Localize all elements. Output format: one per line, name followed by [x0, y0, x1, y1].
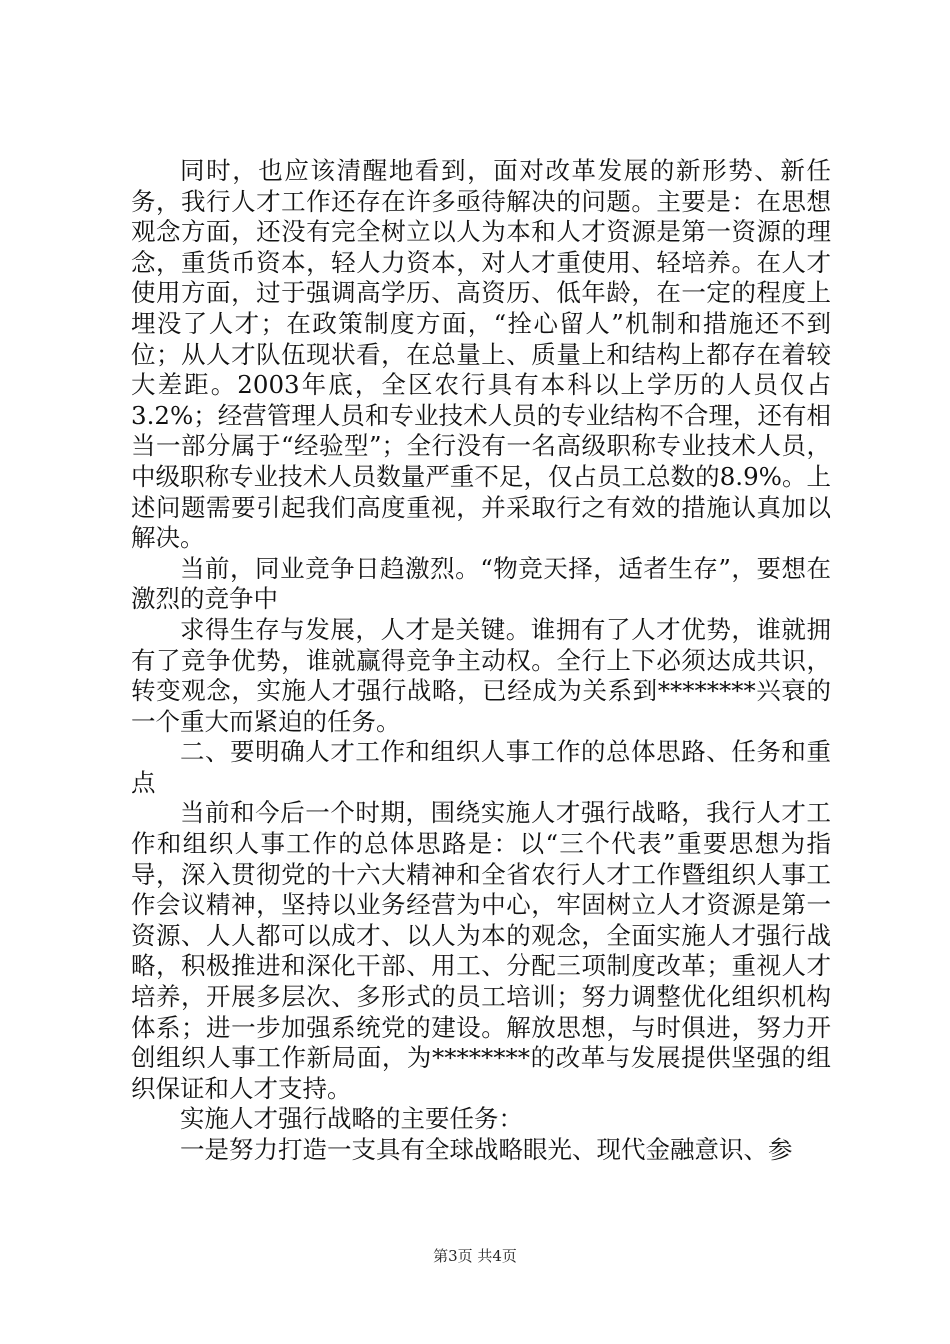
- paragraph-main-tasks: 实施人才强行战略的主要任务：: [180, 1104, 523, 1134]
- page-footer: 第3页 共4页: [433, 1247, 517, 1265]
- paragraph-overall-approach: 当前和今后一个时期，围绕实施人才强行战略，我行人才工作和组织人事工作的总体思路是：以“三个代表”重要思想为指导，深入贯彻党的十六大精神和全省农行人才工作暨组织人事工作会议精神，坚持以业务经营为中心，牢固树立人才资源是第一资源、人人都可以成才、以人为本的观念，全面实施人才强行战略，积极推进和深化干部、用工、分配三项制度改革；重视人才培养，开展多层次、多形式的员工培训；努力调整优化组织机构体系；进一步加强系统党的建设。解放思想，与时俱进，努力开创组织人事工作新局面，为********的改革与发展提供坚强的组织保证和人才支持。: [131, 798, 831, 1103]
- document-body: [131, 156, 831, 1166]
- paragraph-task-one: 一是努力打造一支具有全球战略眼光、现代金融意识、参: [180, 1135, 793, 1164]
- section-heading-two: 二、要明确人才工作和组织人事工作的总体思路、任务和重点: [131, 737, 831, 797]
- paragraph-competition: 当前，同业竞争日趋激烈。“物竞天择，适者生存”，要想在激烈的竞争中: [131, 553, 831, 614]
- paragraph-problems: 同时，也应该清醒地看到，面对改革发展的新形势、新任务，我行人才工作还存在许多亟待解决的问题。主要是：在思想观念方面，还没有完全树立以人为本和人才资源是第一资源的理念，重货币资本，轻人力资本，对人才重使用、轻培养。在人才使用方面，过于强调高学历、高资历、低年龄，在一定的程度上埋没了人才；在政策制度方面，“拴心留人”机制和措施还不到位；从人才队伍现状看，在总量上、质量上和结构上都存在着较大差距。2003年底，全区农行具有本科以上学历的人员仅占3.2%；经营管理人员和专业技术人员的专业结构不合理，还有相当一部分属于“经验型”；全行没有一名高级职称专业技术人员，中级职称专业技术人员数量严重不足，仅占员工总数的8.9%。上述问题需要引起我们高度重视，并采取行之有效的措施认真加以解决。: [131, 156, 831, 553]
- paragraph-survival: 求得生存与发展，人才是关键。谁拥有了人才优势，谁就拥有了竞争优势，谁就赢得竞争主动权。全行上下必须达成共识，转变观念，实施人才强行战略，已经成为关系到********兴衰的一个重大而紧迫的任务。: [131, 614, 831, 736]
